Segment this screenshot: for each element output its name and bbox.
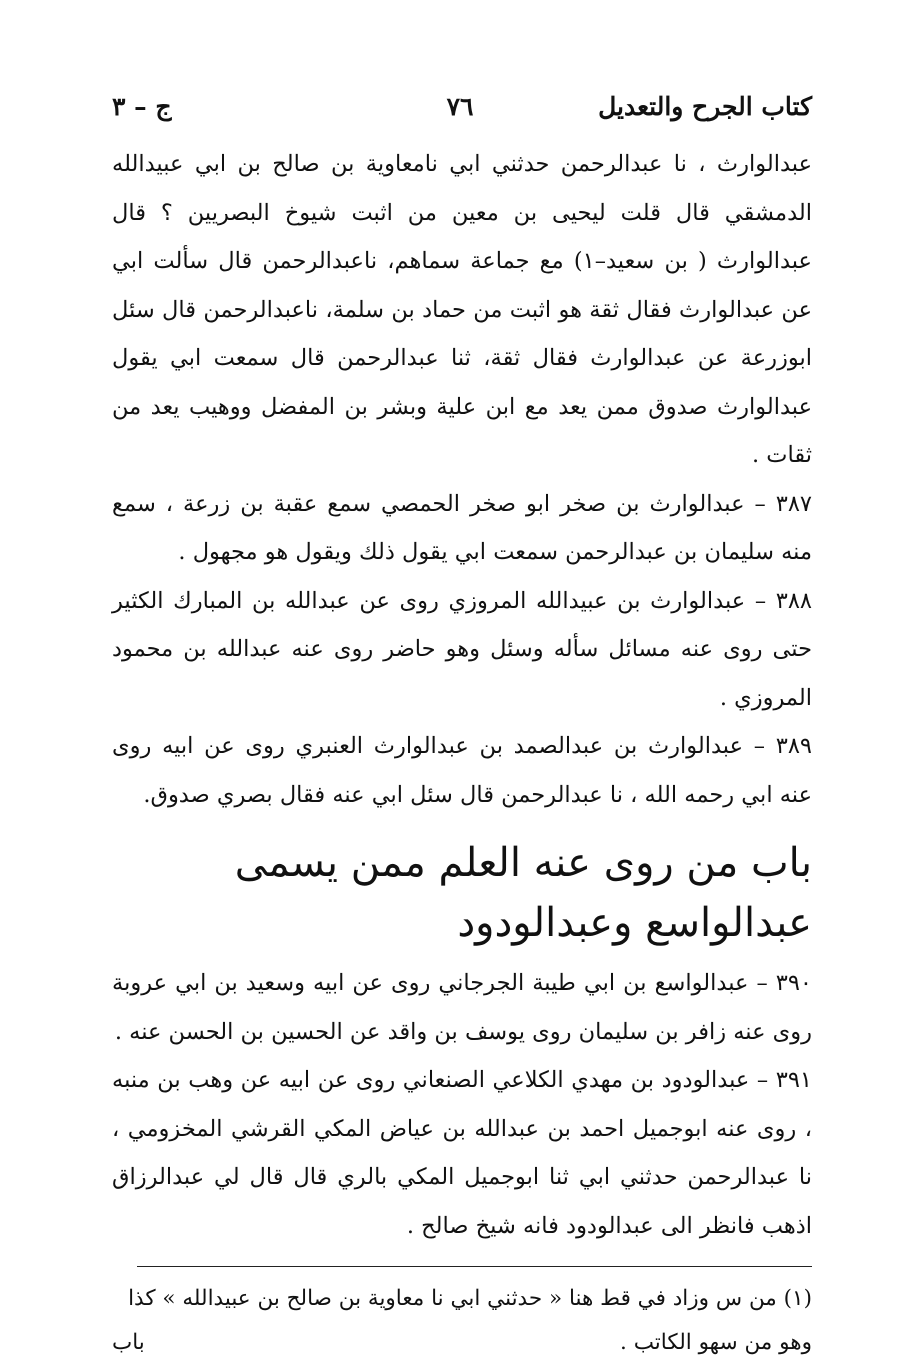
chapter-heading [112, 833, 812, 953]
chapter-heading-line-1: باب من روى عنه العلم ممن يسمى [234, 840, 812, 886]
page-number: ٧٦ [446, 92, 474, 121]
entry-390: ٣٩٠ – عبدالواسع بن ابي طيبة الجرجاني روى عن ابيه وسعيد بن ابي عروبة روى عنه زافر بن سليمان روى يوسف بن واقد عن الحسين بن الحسن عنه . [112, 970, 812, 1045]
entry-391: ٣٩١ – عبدالودود بن مهدي الكلاعي الصنعاني روى عن ابيه عن وهب بن منبه ، روى عنه ابوجميل احمد بن عبدالله بن عياض المكي القرشي المخزومي ، نا عبدالرحمن حدثني ابي ثنا ابوجميل المكي بالري قال قال لي عبدالرزاق اذهب فانظر الى عبدالودود فانه شيخ صالح . [112, 1067, 812, 1239]
footnote-text: (١) من س وزاد في قط هنا « حدثني ابي نا معاوية بن صالح بن عبيدالله » كذا وهو من سهو الكاتب . [128, 1286, 812, 1355]
chapter-heading-line-2: عبدالواسع وعبدالودود [457, 900, 812, 946]
continued-entry-paragraph: عبدالوارث ، نا عبدالرحمن حدثني ابي نامعاوية بن صالح بن ابي عبيدالله الدمشقي قال قلت ليحيى بن معين من اثبت شيوخ البصريين ؟ قال عبدالوارث ( بن سعيد–١) مع جماعة سماهم، ناعبدالرحمن قال سألت ابي عن عبدالوارث فقال ثقة هو اثبت من حماد بن سلمة، ناعبدالرحمن قال سئل ابوزرعة عن عبدالوارث فقال ثقة، ثنا عبدالرحمن قال سمعت ابي يقول عبدالوارث صدوق ممن يعد مع ابن علية وبشر بن المفضل ووهيب يعد من ثقات . [112, 151, 812, 468]
running-header [112, 92, 812, 140]
catchword: باب [112, 1330, 145, 1355]
entry-389: ٣٨٩ – عبدالوارث بن عبدالصمد بن عبدالوارث العنبري روى عن ابيه روى عنه ابي رحمه الله ، نا عبدالرحمن قال سئل ابي عنه فقال بصري صدوق. [112, 733, 812, 808]
entry-387: ٣٨٧ – عبدالوارث بن صخر ابو صخر الحمصي سمع عقبة بن زرعة ، سمع منه سليمان بن عبدالرحمن سمعت ابي يقول ذلك ويقول هو مجهول . [112, 490, 812, 565]
book-title: كتاب الجرح والتعديل [598, 92, 812, 121]
main-text [112, 140, 812, 1250]
volume-number: ج – ٣ [112, 92, 172, 121]
footnote [112, 1277, 812, 1365]
entry-388: ٣٨٨ – عبدالوارث بن عبيدالله المروزي روى عن عبدالله بن المبارك الكثير حتى روى عنه مسائل سأله وسئل وهو حاضر روى عنه عبدالله بن محمود المروزي . [112, 587, 812, 711]
footnote-divider [137, 1266, 812, 1267]
